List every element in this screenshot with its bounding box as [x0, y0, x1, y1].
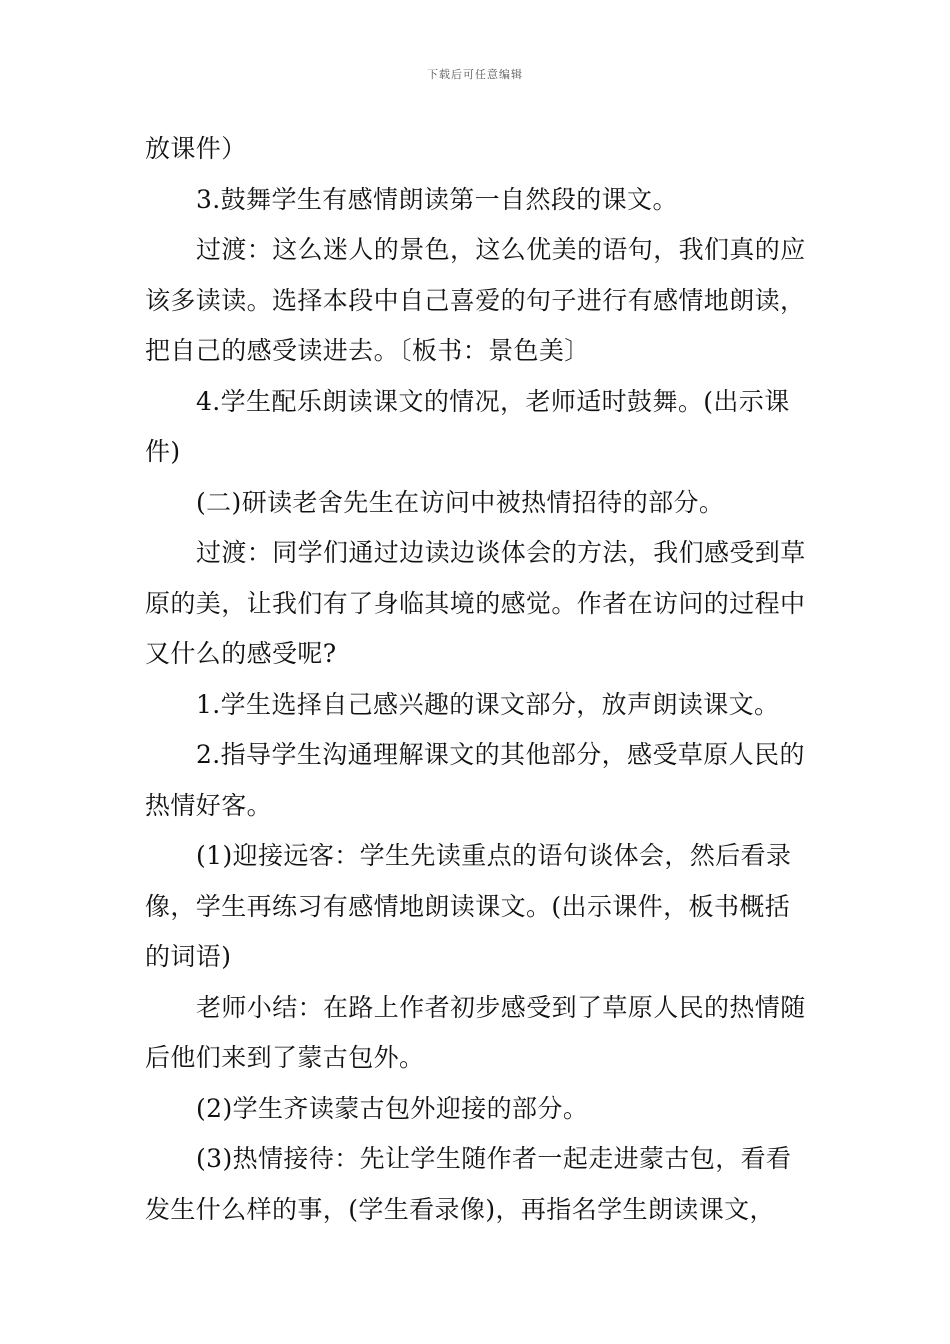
paragraph: 放课件） — [145, 134, 247, 163]
paragraph: (2)学生齐读蒙古包外迎接的部分。 — [196, 1093, 589, 1123]
paragraph: 3.鼓舞学生有感情朗读第一自然段的课文。 — [196, 184, 678, 214]
paragraph: 老师小结：在路上作者初步感受到了草原人民的热情随后他们来到了蒙古包外。 — [145, 992, 806, 1072]
page-header: 下载后可任意编辑 — [427, 68, 523, 81]
paragraph: (1)迎接远客：学生先读重点的语句谈体会，然后看录像，学生再练习有感情地朗读课文。(出示课件，板书概括的词语) — [145, 841, 792, 971]
paragraph: 过渡：同学们通过边读边谈体会的方法，我们感受到草原的美，让我们有了身临其境的感觉。作者在访问的过程中又什么的感受呢? — [145, 538, 806, 668]
paragraph: (3)热情接待：先让学生随作者一起走进蒙古包，看看发生什么样的事，(学生看录像)，再指名学生朗读课文， — [145, 1144, 792, 1224]
paragraph: 过渡：这么迷人的景色，这么优美的语句，我们真的应该多读读。选择本段中自己喜爱的句子进行有感情地朗读，把自己的感受读进去。〔板书：景色美〕 — [145, 235, 806, 365]
document-body — [145, 124, 809, 1235]
paragraph: 1.学生选择自己感兴趣的课文部分，放声朗读课文。 — [196, 689, 780, 719]
paragraph: (二)研读老舍先生在访问中被热情招待的部分。 — [196, 487, 725, 517]
paragraph: 4.学生配乐朗读课文的情况，老师适时鼓舞。(出示课件) — [145, 386, 790, 466]
paragraph: 2.指导学生沟通理解课文的其他部分，感受草原人民的热情好客。 — [145, 740, 805, 820]
